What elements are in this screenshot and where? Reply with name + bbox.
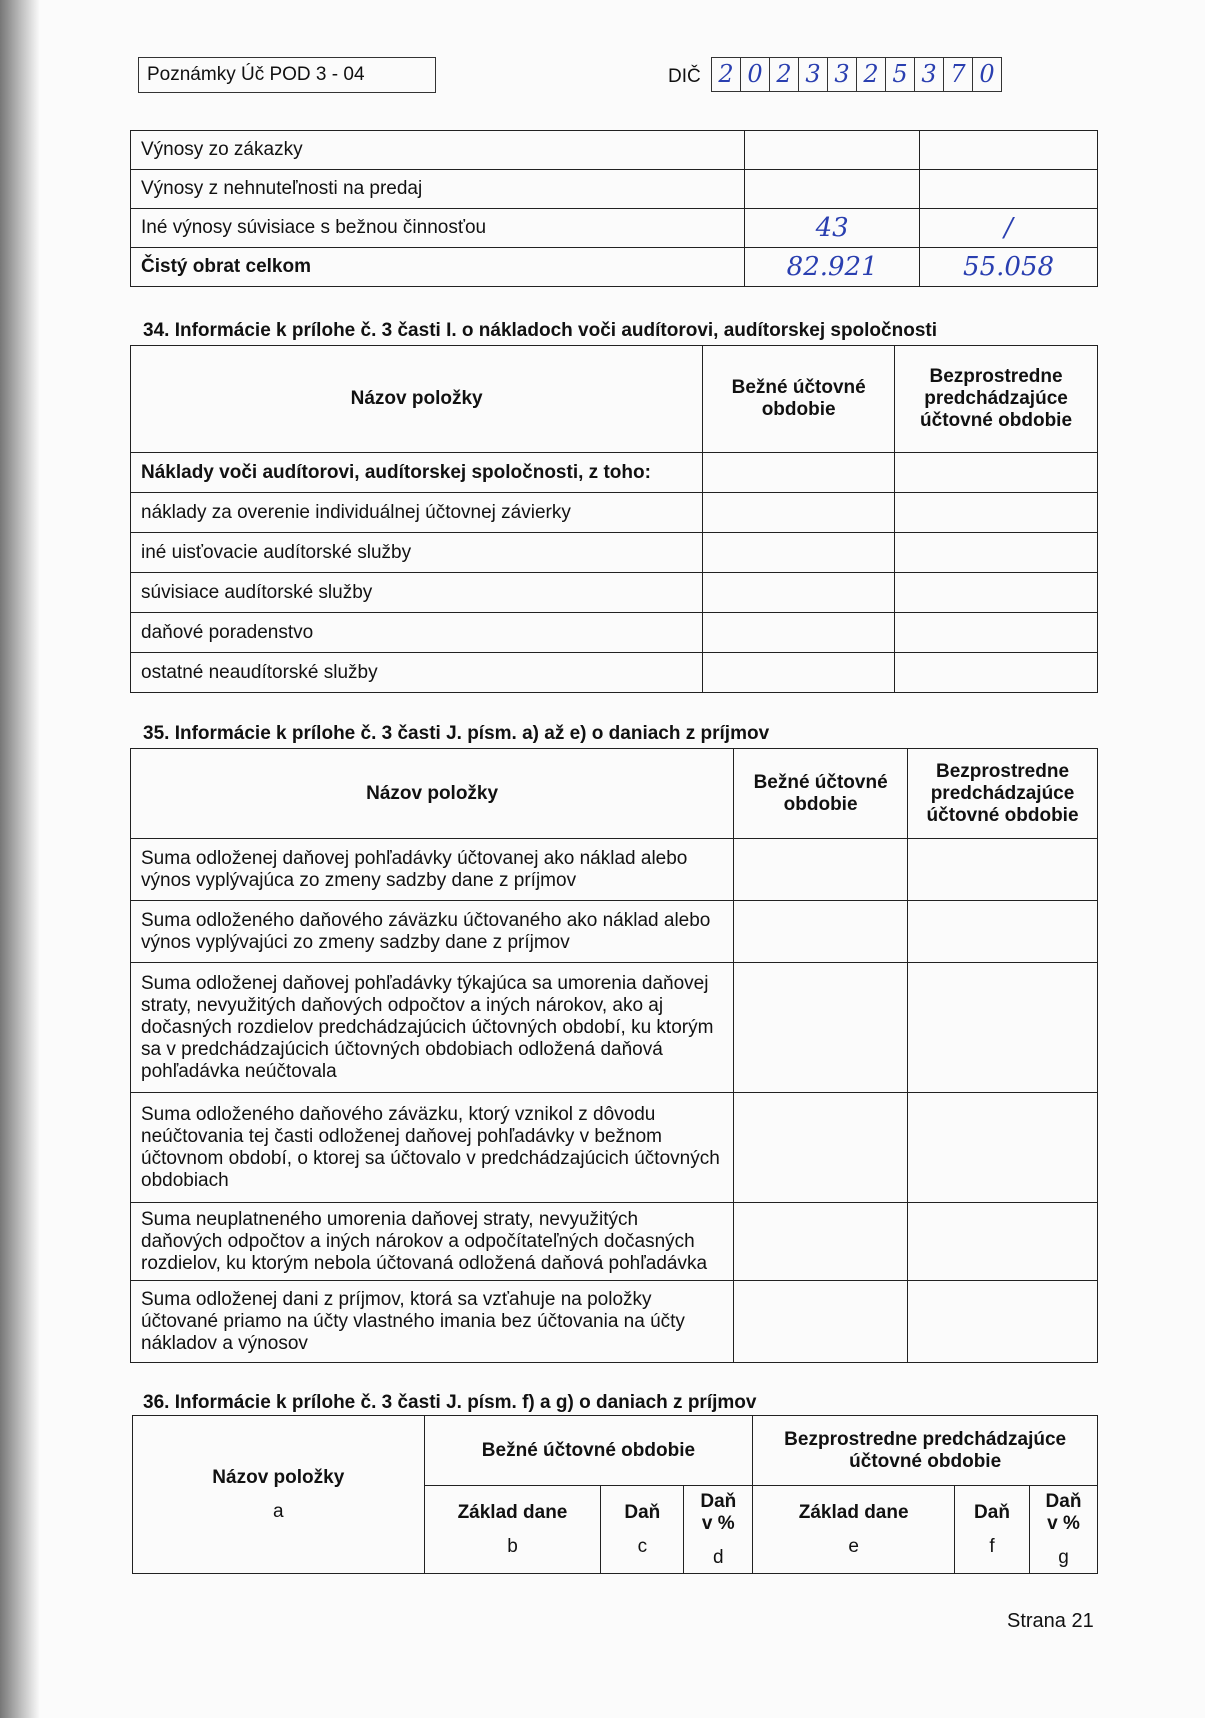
table-row: [131, 613, 1098, 653]
row-label: Suma odloženého daňového záväzku, ktorý vznikol z dôvodu neúčtovania tej časti odloženej daňovej pohľadávky v bežnom účtovnom období, o ktorej sa účtovalo v predchádzajúcich účtovných obdobiach: [131, 1093, 734, 1203]
table-row: [131, 573, 1098, 613]
row-label: Výnosy zo zákazky: [131, 131, 745, 170]
table-row: [131, 533, 1098, 573]
col-current: Bežné účtovné obdobie: [703, 346, 895, 453]
sub-header: Daň f: [955, 1486, 1030, 1574]
row-label: Suma neuplatneného umorenia daňovej straty, nevyužitých daňových odpočtov a iných nárokov a odpočítateľných dočasných rozdielov, ku ktorým nebola účtovaná odložená daňová pohľadávka: [131, 1203, 734, 1281]
previous-value: [920, 131, 1098, 170]
row-label: súvisiace audítorské služby: [131, 573, 703, 613]
scan-edge-shadow: [0, 0, 40, 1718]
table-row: [131, 1203, 1098, 1281]
row-label: náklady za overenie individuálnej účtovnej závierky: [131, 493, 703, 533]
dic-label: DIČ: [668, 66, 701, 87]
col-name: Názov položky: [131, 346, 703, 453]
col-letter: a: [273, 1500, 284, 1522]
row-label: Výnosy z nehnuteľnosti na predaj: [131, 170, 745, 209]
row-label: iné uisťovacie audítorské služby: [131, 533, 703, 573]
row-label: Suma odloženej daňovej pohľadávky týkajúca sa umorenia daňovej straty, nevyužitých daňových odpočtov a iných nárokov, ako aj dočasných rozdielov predchádzajúcich účtovných období, ku ktorým sa v predchádzajúcich účtovných obdobiach odložená daňová pohľadávka neúčtovala: [131, 963, 734, 1093]
section35-title: 35. Informácie k prílohe č. 3 časti J. písm. a) až e) o daniach z príjmov: [143, 723, 770, 744]
table-row: [131, 1281, 1098, 1363]
sub-header: Daň v % d: [684, 1486, 753, 1574]
dic-digit: 5: [886, 58, 915, 91]
previous-value: /: [920, 209, 1098, 248]
current-value: 82.921: [745, 248, 920, 287]
dic-field: [711, 57, 1002, 92]
sub-header: Základ dane e: [753, 1486, 955, 1574]
table-row: [131, 963, 1098, 1093]
current-value: [745, 131, 920, 170]
row-label: daňové poradenstvo: [131, 613, 703, 653]
row-label: Iné výnosy súvisiace s bežnou činnosťou: [131, 209, 745, 248]
row-label: ostatné neaudítorské služby: [131, 653, 703, 693]
previous-value: 55.058: [920, 248, 1098, 287]
dic-digit: 3: [828, 58, 857, 91]
section34-table: [130, 345, 1098, 693]
table-row: [131, 653, 1098, 693]
row-label: Suma odloženej dani z príjmov, ktorá sa vzťahuje na položky účtované priamo na účty vlastného imania bez účtovania na účty nákladov a výnosov: [131, 1281, 734, 1363]
table-row: [131, 170, 1098, 209]
current-value: [745, 170, 920, 209]
table-row: [131, 1093, 1098, 1203]
dic-digit: 0: [979, 60, 995, 88]
current-value: 43: [745, 209, 920, 248]
dic-digit: 3: [799, 58, 828, 91]
page-number: Strana 21: [1007, 1610, 1094, 1632]
form-label: Poznámky Úč POD 3 - 04: [138, 57, 436, 93]
section36-table: [132, 1415, 1098, 1574]
col-previous: Bezprostredne predchádzajúce účtovné obdobie: [908, 749, 1098, 839]
table-row: [131, 131, 1098, 170]
table-row: [131, 839, 1098, 901]
sub-header: Daň c: [601, 1486, 684, 1574]
sub-header: Daň v % g: [1029, 1486, 1097, 1574]
dic-digit: 2: [770, 58, 799, 91]
table-row: [131, 453, 1098, 493]
row-label: Suma odloženého daňového záväzku účtovaného ako náklad alebo výnos vyplývajúci zo zmeny sadzby dane z príjmov: [131, 901, 734, 963]
col-name: Názov položky: [131, 749, 734, 839]
dic-digit: 2: [857, 58, 886, 91]
col-previous: Bezprostredne predchádzajúce účtovné obdobie: [753, 1416, 1098, 1486]
col-name-label: Názov položky: [212, 1466, 345, 1488]
sub-header: Základ dane b: [424, 1486, 601, 1574]
col-current: Bežné účtovné obdobie: [734, 749, 908, 839]
table-row: [131, 248, 1098, 287]
col-previous: Bezprostredne predchádzajúce účtovné obdobie: [895, 346, 1098, 453]
col-current: Bežné účtovné obdobie: [424, 1416, 753, 1486]
dic-digit: 3: [915, 58, 944, 91]
row-label: Náklady voči audítorovi, audítorskej spoločnosti, z toho:: [131, 453, 703, 493]
section35-table: [130, 748, 1098, 1363]
col-name: [133, 1416, 425, 1574]
dic-digit: 2: [712, 58, 741, 91]
table-row: [131, 901, 1098, 963]
section34-title: 34. Informácie k prílohe č. 3 časti I. o nákladoch voči audítorovi, audítorskej spoločnosti: [143, 320, 937, 341]
row-label: Suma odloženej daňovej pohľadávky účtovanej ako náklad alebo výnos vyplývajúca zo zmeny sadzby dane z príjmov: [131, 839, 734, 901]
previous-value: [920, 170, 1098, 209]
dic-digit: 0: [741, 58, 770, 91]
table-row: [131, 493, 1098, 533]
table-row: [131, 209, 1098, 248]
dic-digit: 7: [944, 58, 973, 91]
revenue-table: [130, 130, 1098, 287]
section36-title: 36. Informácie k prílohe č. 3 časti J. písm. f) a g) o daniach z príjmov: [143, 1392, 757, 1413]
row-label: Čistý obrat celkom: [131, 248, 745, 287]
